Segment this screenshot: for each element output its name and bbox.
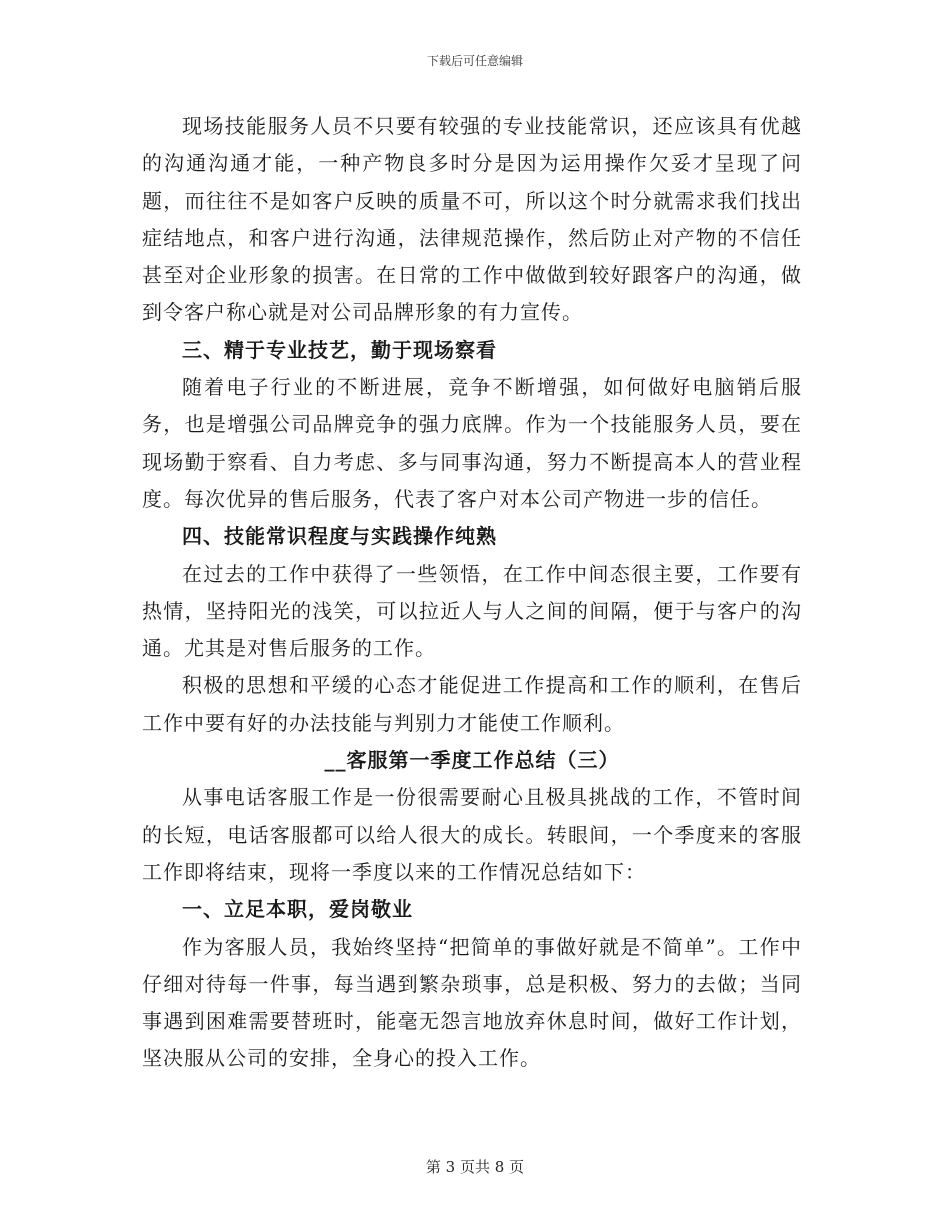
paragraph-dedication: 作为客服人员，我始终坚持“把简单的事做好就是不简单”。工作中仔细对待每一件事，每当遇到繁杂琐事，总是积极、努力的去做；当同事遇到困难需要替班时，能毫无怨言地放弃休息时间，做好工作计划，坚决服从公司的安排，全身心的投入工作。	[142, 934, 802, 1071]
document-body	[142, 108, 802, 1078]
paragraph-experience: 在过去的工作中获得了一些领悟，在工作中间态很主要，工作要有热情，坚持阳光的浅笑，可以拉近人与人之间的间隔，便于与客户的沟通。尤其是对售后服务的工作。	[142, 561, 802, 661]
paragraph-skills: 随着电子行业的不断进展，竞争不断增强，如何做好电脑销后服务，也是增强公司品牌竞争的强力底牌。作为一个技能服务人员，要在现场勤于察看、自力考虑、多与同事沟通，努力不断提高本人的营业程度。每次优异的售后服务，代表了客户对本公司产物进一步的信任。	[142, 375, 802, 511]
page-number: 第 3 页共 8 页	[425, 1158, 525, 1176]
paragraph-communication: 现场技能服务人员不只要有较强的专业技能常识，还应该具有优越的沟通沟通才能，一种产物良多时分是因为运用操作欠妥才呈现了问题，而往往不是如客户反映的质量不可，所以这个时分就需求我们找出症结地点，和客户进行沟通，法律规范操作，然后防止对产物的不信任甚至对企业形象的损害。在日常的工作中做做到较好跟客户的沟通，做到令客户称心就是对公司品牌形象的有力宣传。	[142, 114, 802, 325]
section-title: __客服第一季度工作总结（三）	[324, 748, 620, 773]
paragraph-attitude: 积极的思想和平缓的心态才能促进工作提高和工作的顺利，在售后工作中要有好的办法技能与判别力才能使工作顺利。	[142, 673, 802, 735]
heading-section-3: 三、精于专业技艺，勤于现场察看	[182, 337, 497, 362]
header-note: 下载后可任意编辑	[426, 54, 523, 68]
heading-section-4: 四、技能常识程度与实践操作纯熟	[182, 524, 497, 549]
heading-section-1: 一、立足本职，爱岗敬业	[182, 897, 413, 922]
paragraph-intro: 从事电话客服工作是一份很需要耐心且极具挑战的工作，不管时间的长短，电话客服都可以给人很大的成长。转眼间，一个季度来的客服工作即将结束，现将一季度以来的工作情况总结如下：	[142, 785, 802, 884]
